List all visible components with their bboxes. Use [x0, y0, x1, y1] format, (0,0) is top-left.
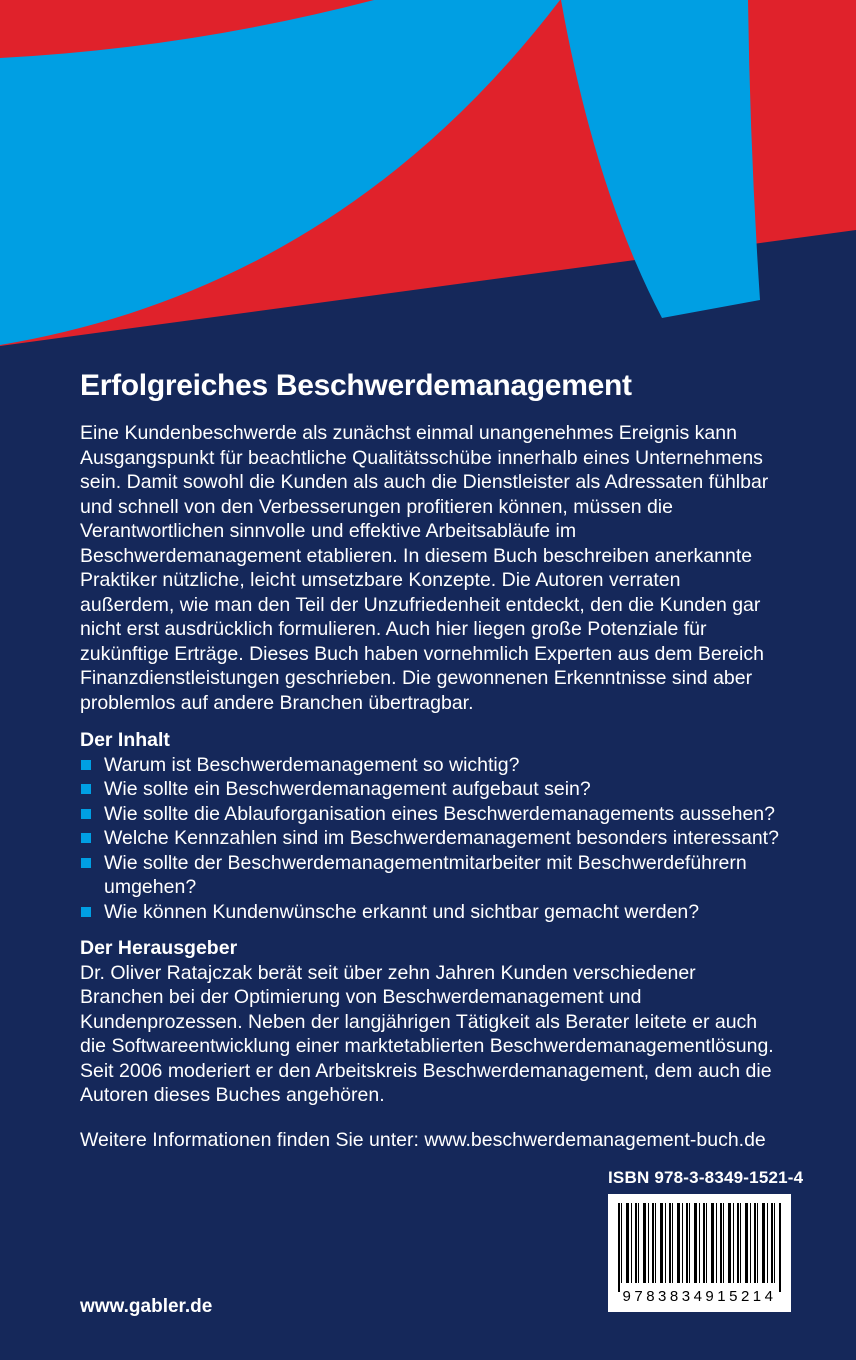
list-item — [80, 900, 780, 925]
list-item-label: Wie sollte ein Beschwerdemanagement aufgebaut sein? — [104, 778, 591, 800]
inhalt-list — [80, 753, 780, 925]
list-item — [80, 802, 780, 827]
back-cover-text — [80, 368, 780, 1152]
bullet-square-icon — [81, 858, 91, 868]
list-item-label: Wie sollte der Beschwerdemanagementmitarbeiter mit Beschwerdeführern umgehen? — [104, 851, 747, 898]
isbn-label: ISBN 978-3-8349-1521-4 — [608, 1168, 804, 1187]
list-item — [80, 826, 780, 851]
ean-number: 9783834915214 — [622, 1288, 777, 1305]
inhalt-heading: Der Inhalt — [80, 729, 170, 751]
bullet-square-icon — [81, 760, 91, 770]
herausgeber-paragraph: Dr. Oliver Ratajczak berät seit über zehn Jahren Kunden verschiedener Branchen bei der Optimierung von Beschwerdemanagement und Kundenprozessen. Neben der langjährigen Tätigkeit als Berater leitete er auch die Softwareentwicklung einer marktetablierten Beschwerdemanagementlösung. Seit 2006 moderiert er den Arbeitskreis Beschwerdemanagement, dem auch die Autoren dieses Buches angehören. — [80, 961, 774, 1106]
bullet-square-icon — [81, 784, 91, 794]
barcode-box — [608, 1194, 791, 1312]
herausgeber-heading: Der Herausgeber — [80, 937, 238, 959]
list-item-label: Wie sollte die Ablauforganisation eines Beschwerdemanagements aussehen? — [104, 802, 775, 825]
publisher-url: www.gabler.de — [80, 1296, 213, 1317]
ean-barcode-icon — [618, 1203, 781, 1283]
cover-artwork — [0, 0, 856, 352]
list-item — [80, 753, 780, 778]
list-item-label: Wie können Kundenwünsche erkannt und sichtbar gemacht werden? — [104, 900, 700, 923]
bullet-square-icon — [81, 809, 91, 819]
bullet-square-icon — [81, 907, 91, 917]
more-info-line: Weitere Informationen finden Sie unter: www.beschwerdemanagement-buch.de — [80, 1128, 766, 1151]
list-item-label: Welche Kennzahlen sind im Beschwerdemanagement besonders interessant? — [104, 827, 779, 849]
list-item-label: Warum ist Beschwerdemanagement so wichtig? — [104, 753, 520, 776]
list-item — [80, 777, 780, 802]
list-item — [80, 851, 780, 900]
bullet-square-icon — [81, 833, 91, 843]
intro-paragraph: Eine Kundenbeschwerde als zunächst einmal unangenehmes Ereignis kann Ausgangspunkt für beachtliche Qualitätsschübe innerhalb eines Unternehmens sein. Damit sowohl die Kunden als auch die Dienstleister als Adressaten fühlbar und schnell von den Verbesserungen profitieren können, müssen die Verantwortlichen sinnvolle und effektive Arbeitsabläufe im Beschwerdemanagement etablieren. In diesem Buch beschreiben anerkannte Praktiker nützliche, leicht umsetzbare Konzepte. Die Autoren verraten außerdem, wie man den Teil der Unzufriedenheit entdeckt, den die Kunden gar nicht erst ausdrücklich formulieren. Auch hier liegen große Potenziale für zukünftige Erträge. Dieses Buch haben vornehmlich Experten aus dem Bereich Finanzdienstleistungen geschrieben. Die gewonnenen Erkenntnisse sind aber problemlos auf andere Branchen übertragbar. — [80, 422, 769, 714]
isbn-block — [608, 1168, 804, 1312]
page-title: Erfolgreiches Beschwerdemanagement — [80, 369, 632, 402]
